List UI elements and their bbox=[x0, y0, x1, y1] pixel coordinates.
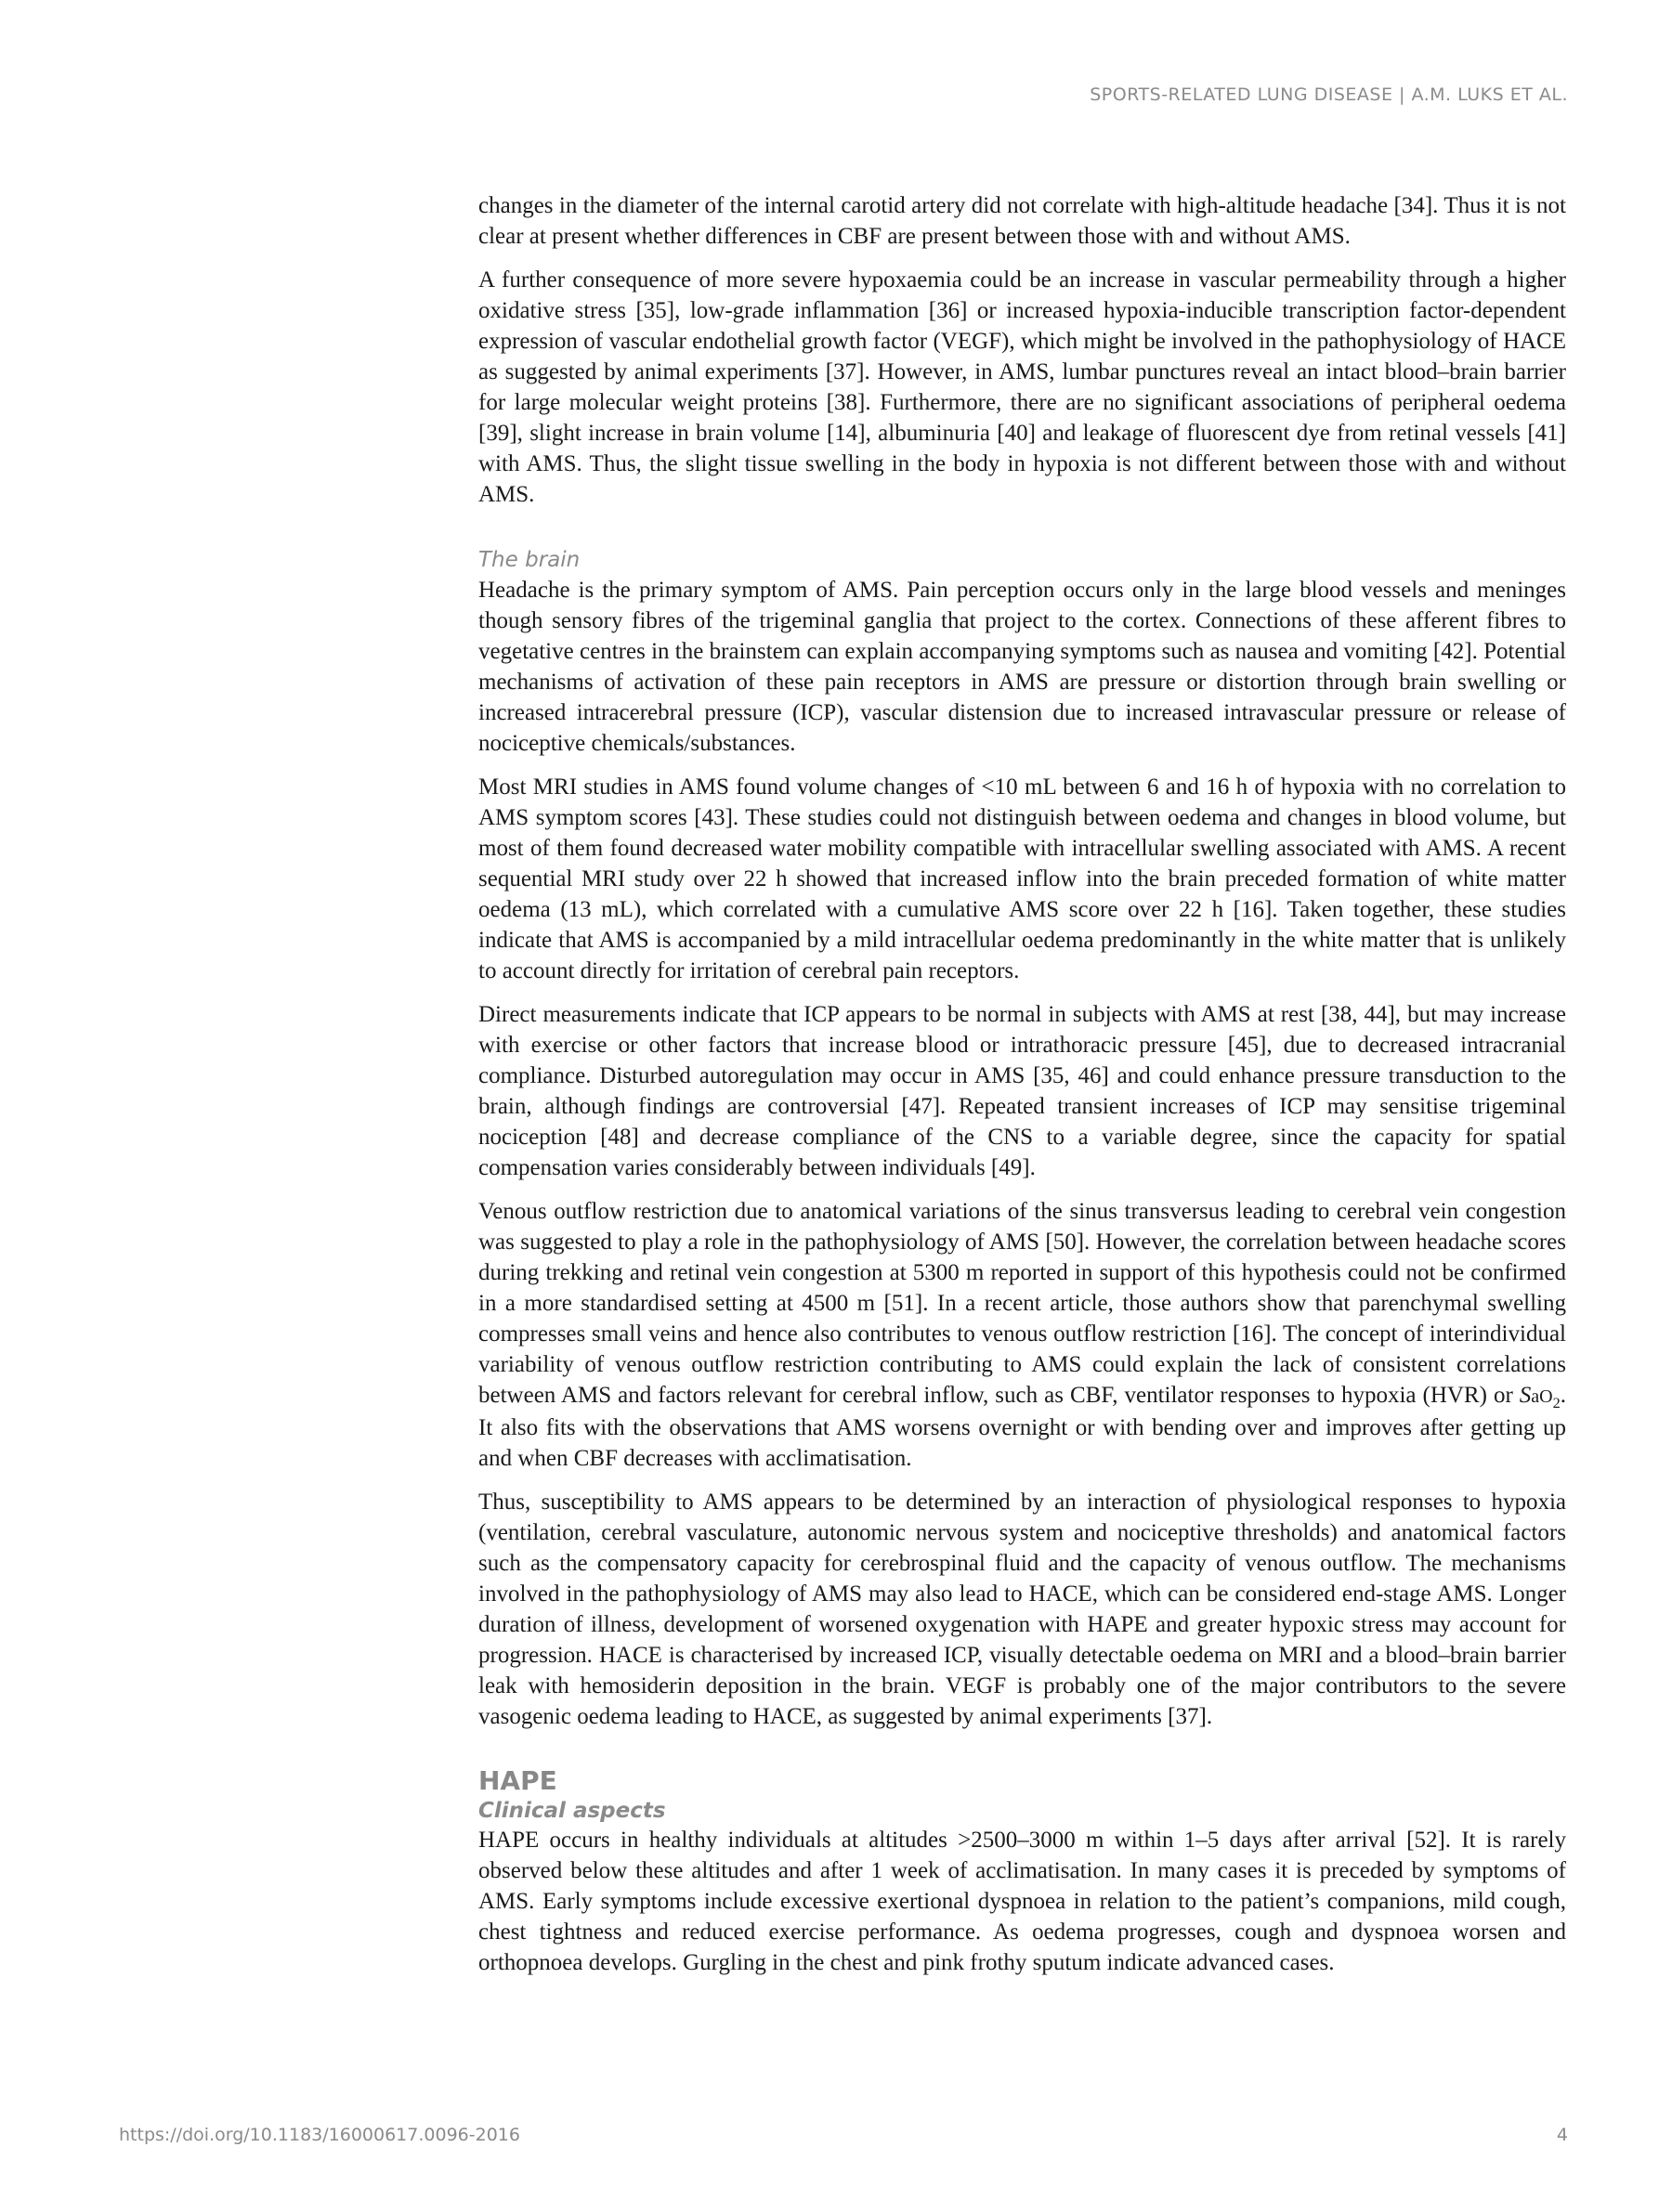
venous-outflow-text-b: . It also fits with the observations that AMS worsens overnight or with bending over and improves after getting up and when CBF decreases with acclimatisation. bbox=[478, 1383, 1566, 1471]
sao2-o: O bbox=[1539, 1386, 1553, 1407]
section-heading-hape: HAPE bbox=[478, 1765, 557, 1796]
subsection-heading-brain: The brain bbox=[478, 548, 581, 572]
sao2-s: S bbox=[1519, 1383, 1532, 1408]
paragraph-hape-clinical: HAPE occurs in healthy individuals at altitudes >2500–3000 m within 1–5 days after arrival [52]. It is rarely observed below these altitudes and after 1 week of acclimatisation. In many cases it is preceded by symptoms of AMS. Early symptoms include excessive exertional dyspnoea in relation to the patient’s companions, mild cough, chest tightness and reduced exercise performance. As oedema progresses, cough and dyspnoea worsen and orthopnoea develops. Gurgling in the chest and pink frothy sputum indicate advanced cases. bbox=[478, 1828, 1566, 1975]
paragraph-icp: Direct measurements indicate that ICP appears to be normal in subjects with AMS at rest [38, 44], but may increase with exercise or other factors that increase blood or intrathoracic pressure [45], due to decreased intracranial compliance. Disturbed autoregulation may occur in AMS [35, 46] and could enhance pressure transduction to the brain, although findings are controversial [47]. Repeated transient increases of ICP may sensitise trigeminal nociception [48] and decrease compliance of the CNS to a variable degree, since the capacity for spatial compensation varies considerably between individuals [49]. bbox=[478, 1002, 1566, 1180]
paragraph-cbf-conclusion: changes in the diameter of the internal carotid artery did not correlate with high-altitude headache [34]. Thus it is not clear at present whether differences in CBF are present between those with and without AMS. bbox=[478, 193, 1566, 249]
sao2-a: a bbox=[1531, 1386, 1540, 1407]
sao2-sub: 2 bbox=[1552, 1395, 1561, 1412]
footer-doi-link[interactable]: https://doi.org/10.1183/16000617.0096-2016 bbox=[119, 2125, 520, 2145]
venous-outflow-text-a: Venous outflow restriction due to anatomical variations of the sinus transversus leading to cerebral vein congestion was suggested to play a role in the pathophysiology of AMS [50]. However, the correlation between headache scores during trekking and retinal vein congestion at 5300 m reported in support of this hypothesis could not be confirmed in a more standardised setting at 4500 m [51]. In a recent article, those authors show that parenchymal swelling compresses small veins and hence also contributes to venous outflow restriction [16]. The concept of interindividual variability of venous outflow restriction contributing to AMS could explain the lack of consistent correlations between AMS and factors relevant for cerebral inflow, such as CBF, ventilator responses to hypoxia (HVR) or bbox=[478, 1199, 1566, 1408]
running-header: SPORTS-RELATED LUNG DISEASE | A.M. LUKS ET AL. bbox=[1090, 85, 1568, 105]
article-body bbox=[478, 190, 1566, 1991]
paragraph-susceptibility: Thus, susceptibility to AMS appears to be determined by an interaction of physiological responses to hypoxia (ventilation, cerebral vasculature, autonomic nervous system and nociceptive thresholds) and anatomical factors such as the compensatory capacity for cerebrospinal fluid and the capacity of venous outflow. The mechanisms involved in the pathophysiology of AMS may also lead to HACE, which can be considered end-stage AMS. Longer duration of illness, development of worsened oxygenation with HAPE and greater hypoxic stress may account for progression. HACE is characterised by increased ICP, visually detectable oedema on MRI and a blood–brain barrier leak with hemosiderin deposition in the brain. VEGF is probably one of the major contributors to the severe vasogenic oedema leading to HACE, as suggested by animal experiments [37]. bbox=[478, 1490, 1566, 1729]
paragraph-headache: Headache is the primary symptom of AMS. Pain perception occurs only in the large blood vessels and meninges though sensory fibres of the trigeminal ganglia that project to the cortex. Connections of these afferent fibres to vegetative centres in the brainstem can explain accompanying symptoms such as nausea and vomiting [42]. Potential mechanisms of activation of these pain receptors in AMS are pressure or distortion through brain swelling or increased intracerebral pressure (ICP), vascular distension due to increased intravascular pressure or release of nociceptive chemicals/substances. bbox=[478, 578, 1566, 756]
paragraph-mri-studies: Most MRI studies in AMS found volume changes of <10 mL between 6 and 16 h of hypoxia with no correlation to AMS symptom scores [43]. These studies could not distinguish between oedema and changes in blood volume, but most of them found decreased water mobility compatible with intracellular swelling associated with AMS. A recent sequential MRI study over 22 h showed that increased inflow into the brain preceded formation of white matter oedema (13 mL), which correlated with a cumulative AMS score over 22 h [16]. Taken together, these studies indicate that AMS is accompanied by a mild intracellular oedema predominantly in the white matter that is unlikely to account directly for irritation of cerebral pain receptors. bbox=[478, 774, 1566, 983]
paragraph-venous-outflow bbox=[478, 1196, 1566, 1474]
page-number: 4 bbox=[1556, 2125, 1568, 2145]
subsection-heading-clinical-aspects: Clinical aspects bbox=[478, 1799, 666, 1823]
paragraph-vascular-permeability: A further consequence of more severe hypoxaemia could be an increase in vascular permeability through a higher oxidative stress [35], low-grade inflammation [36] or increased hypoxia-inducible transcription factor-dependent expression of vascular endothelial growth factor (VEGF), which might be involved in the pathophysiology of HACE as suggested by animal experiments [37]. However, in AMS, lumbar punctures reveal an intact blood–brain barrier for large molecular weight proteins [38]. Furthermore, there are no significant associations of peripheral oedema [39], slight increase in brain volume [14], albuminuria [40] and leakage of fluorescent dye from retinal vessels [41] with AMS. Thus, the slight tissue swelling in the body in hypoxia is not different between those with and without AMS. bbox=[478, 267, 1566, 507]
